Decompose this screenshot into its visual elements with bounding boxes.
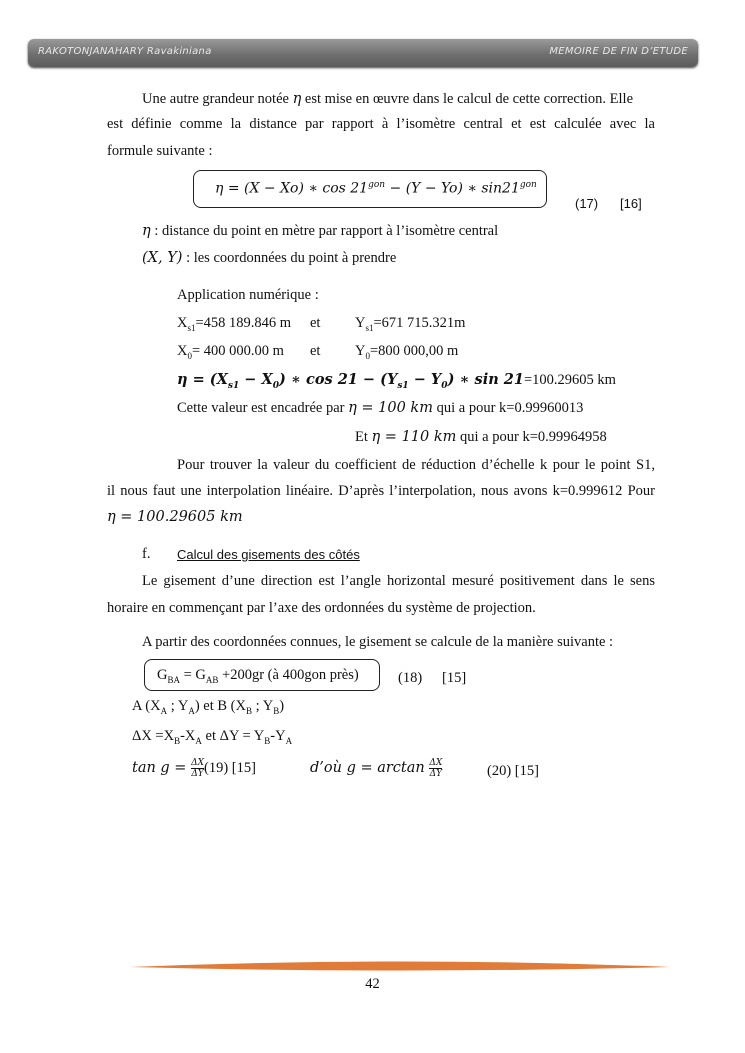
et-2: et bbox=[310, 343, 321, 359]
x0-value: $X_0= 400$ 000.00 m bbox=[177, 343, 284, 361]
section-number: f. bbox=[142, 546, 151, 562]
eta-calculation: $\eta = (X_{s1} - X_0)$ ∗ $\cos 21 - (Y_{s1} - Y_0)$ ∗ sin 21=100.29605 km bbox=[177, 371, 616, 391]
deltas: $\Delta X =X_B-X_A$ et $\Delta Y = Y_B-Y_A$ bbox=[132, 728, 293, 746]
definition-eta: η : distance du point en mètre par rapport à l’isomètre central bbox=[142, 223, 499, 239]
xs1-value: $X_{s1}=458$ 189.846 m bbox=[177, 315, 292, 333]
definition-xy: (X, Y) : les coordonnées du point à prendre bbox=[142, 250, 397, 266]
equation-17-number: (17) bbox=[575, 196, 599, 211]
bound-100km: Cette valeur est encadrée par η = 100 km qui a pour k=0.99960013 bbox=[177, 400, 584, 416]
para3-line1: Le gisement d’une direction est l’angle horizontal mesuré positivement dans le sens bbox=[142, 573, 655, 589]
para2-line2: il nous faut une interpolation linéaire. D’après l’interpolation, nous avons k=0.999612 Pour bbox=[107, 483, 655, 499]
ys1-value: $Y_{s1}=671$ 715.321m bbox=[355, 315, 466, 333]
para2-line3: η = 100.29605 km bbox=[107, 509, 243, 525]
para4-line1: A partir des coordonnées connues, le gisement se calcule de la manière suivante : bbox=[142, 634, 614, 650]
equation-17-ref: [16] bbox=[620, 196, 642, 211]
equation-17: η = (X − Xo) ∗ $\cos 21^{gon} - (Y - Yo)$ ∗ $\sin 21^{gon}$ bbox=[215, 180, 537, 197]
header-title: MEMOIRE DE FIN D’ETUDE bbox=[549, 46, 688, 57]
equation-20: d’où g = arctan $\frac{\Delta X}{\Delta Y}$ bbox=[310, 758, 443, 779]
section-title: Calcul des gisements des côtés bbox=[177, 547, 360, 562]
bound-110km: Et η = 110 km qui a pour k=0.99964958 bbox=[355, 429, 607, 445]
application-title: Application numérique : bbox=[177, 287, 319, 303]
y0-value: $Y_0=800$ 000,00 m bbox=[355, 343, 459, 361]
equation-19: tan g = $\frac{\Delta X}{\Delta Y}$ (19) [15] bbox=[132, 758, 256, 779]
footer-swoosh bbox=[130, 958, 670, 974]
para1-line1: Une autre grandeur notée η est mise en œuvre dans le calcul de cette correction. Elle bbox=[142, 91, 634, 107]
footer-swoosh-shape bbox=[130, 962, 670, 971]
et-1: et bbox=[310, 315, 321, 331]
page-header bbox=[28, 39, 698, 67]
equation-20-label: (20) [15] bbox=[487, 763, 539, 779]
para1-line2: est définie comme la distance par rapport à l’isomètre central et est calculée avec la bbox=[107, 116, 655, 132]
equation-18: $G_{BA} = G_{AB} +200gr$ (à 400gon près) bbox=[157, 667, 359, 685]
equation-18-number: (18) bbox=[398, 670, 423, 686]
para3-line2: horaire en commençant par l’axe des ordonnées du système de projection. bbox=[107, 600, 536, 616]
page-number: 42 bbox=[365, 976, 380, 992]
points-a-b: A ($X_A$ ; $Y_A$) et B ($X_B$ ; $Y_B$) bbox=[132, 698, 285, 716]
para1-line3: formule suivante : bbox=[107, 143, 213, 159]
header-author: RAKOTONJANAHARY Ravakiniana bbox=[38, 46, 212, 57]
equation-18-ref: [15] bbox=[442, 670, 467, 686]
para2-line1: Pour trouver la valeur du coefficient de réduction d’échelle k pour le point S1, bbox=[177, 457, 655, 473]
